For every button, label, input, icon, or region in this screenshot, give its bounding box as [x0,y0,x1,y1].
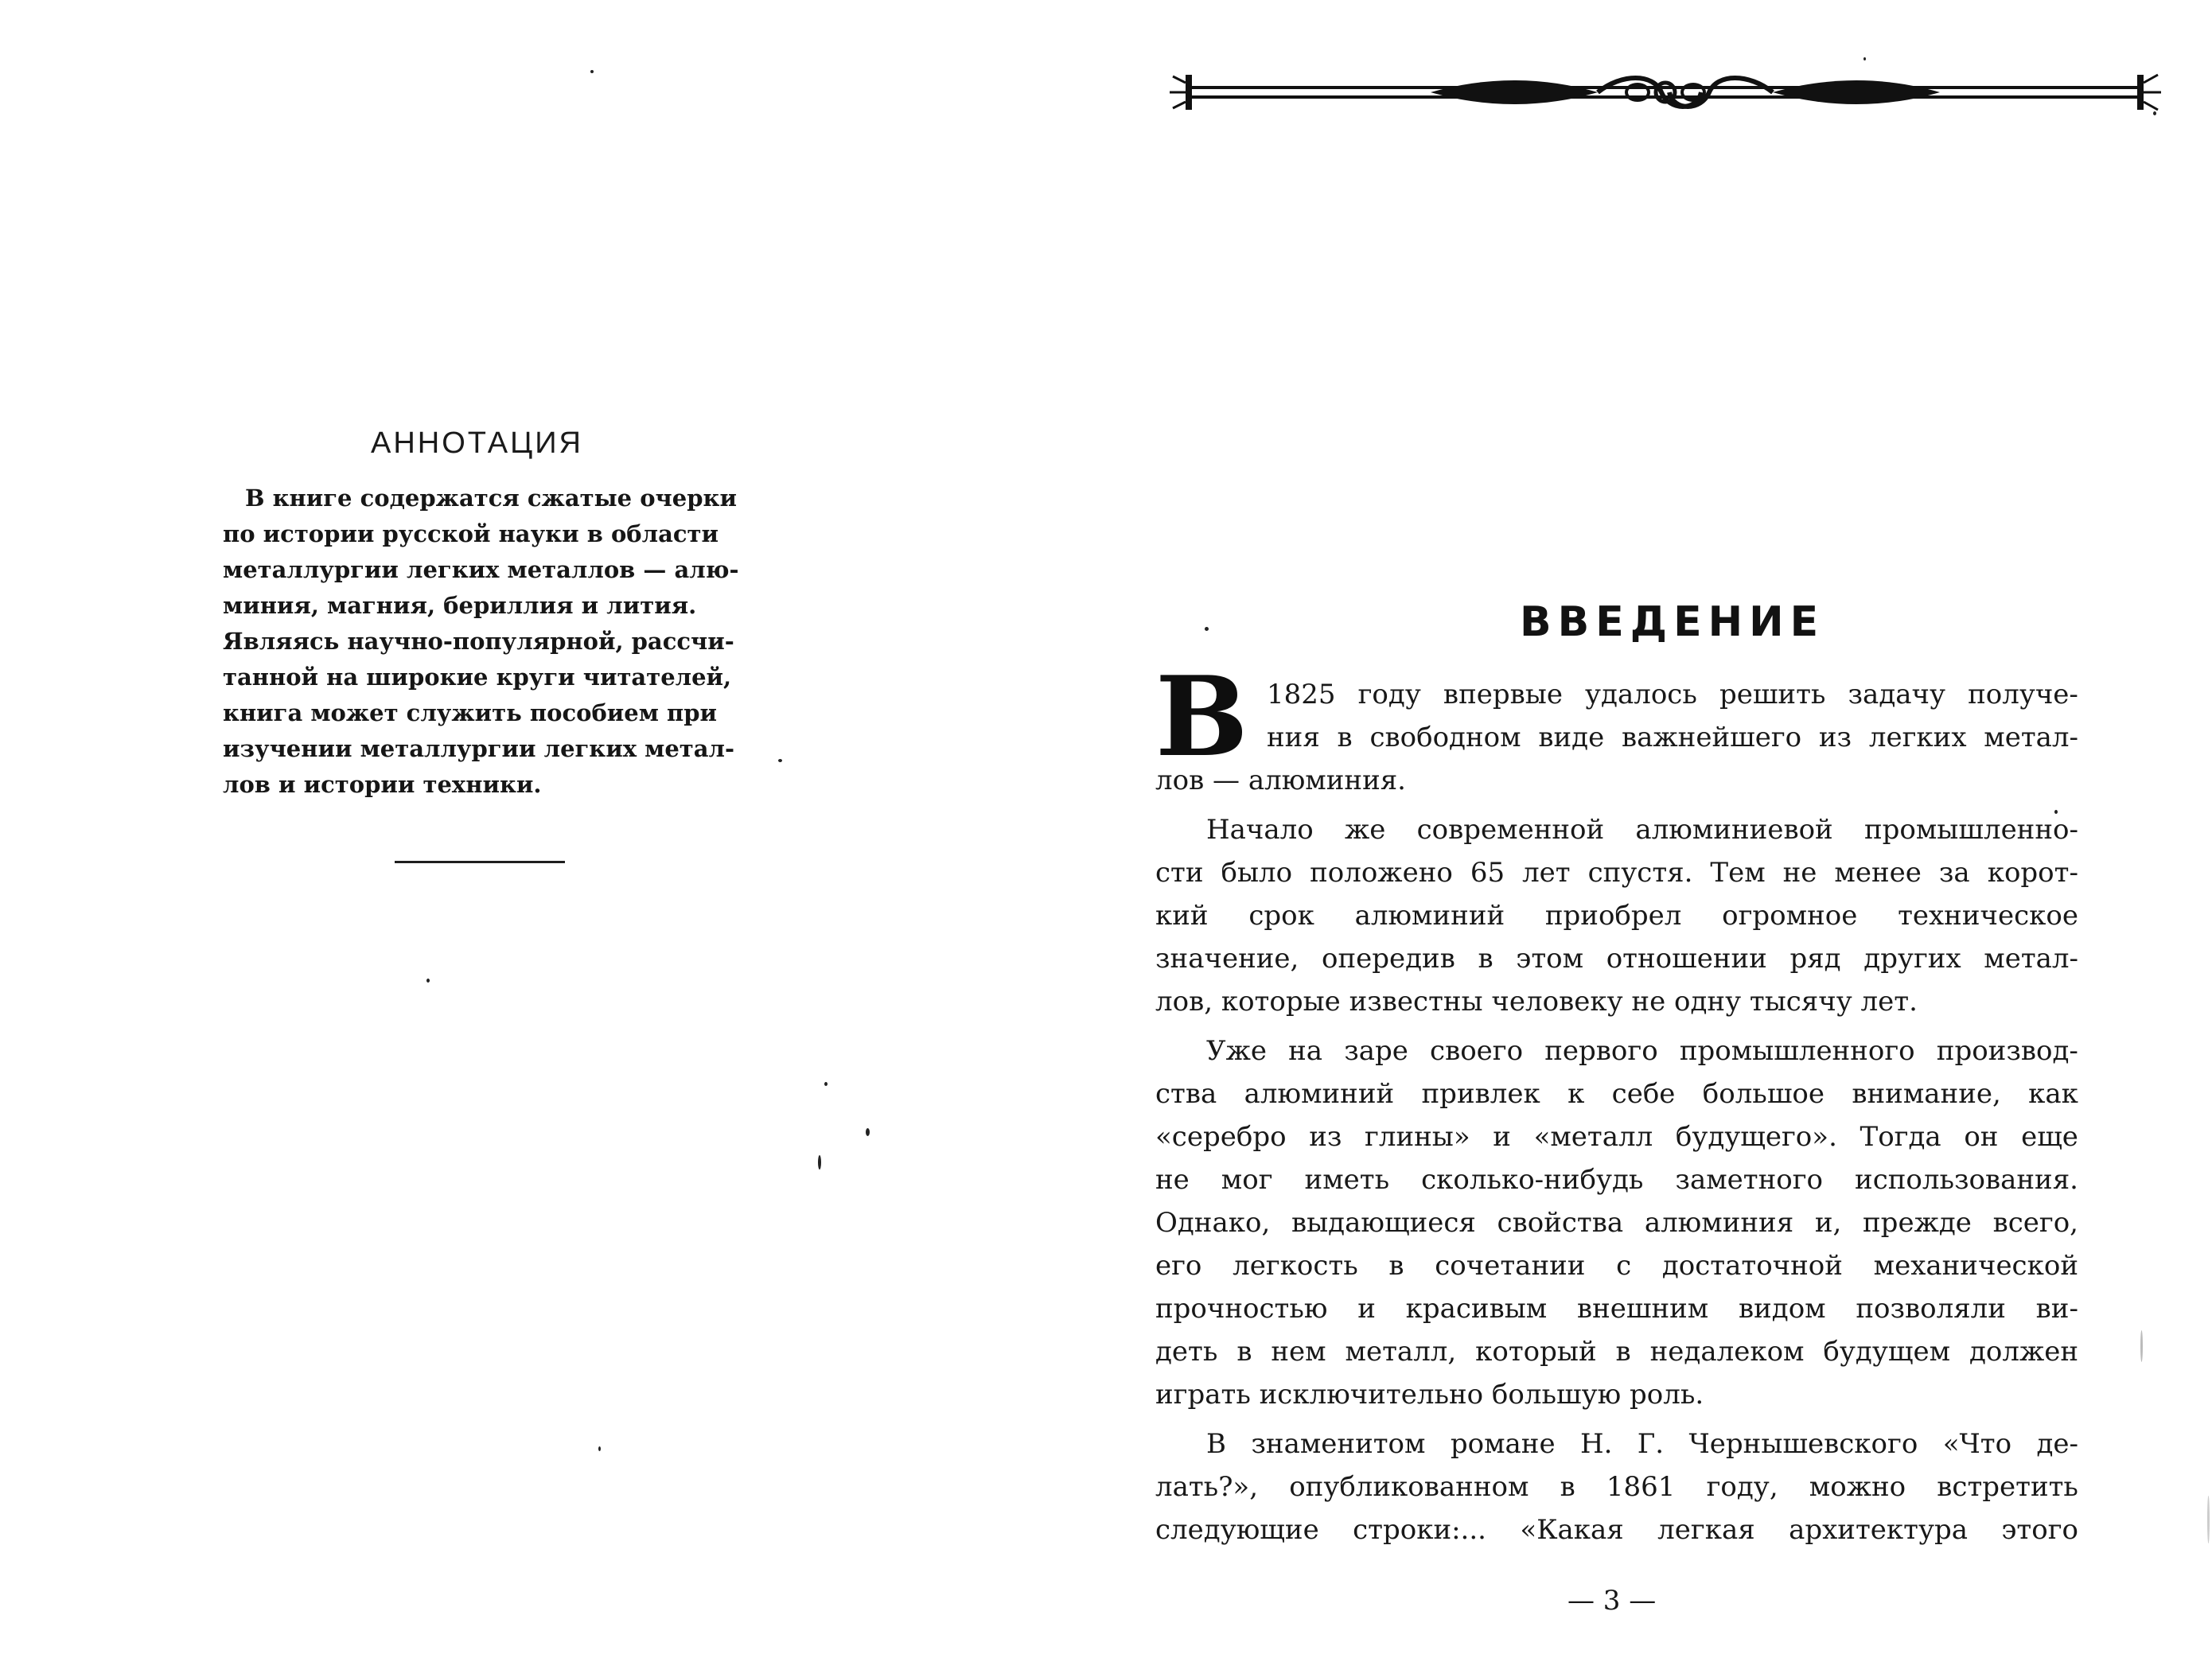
text-line: кий срок алюминий приобрел огромное техническое [1155,900,2078,932]
annotation-line: лов и истории техники. [223,771,542,798]
scan-speck [818,1155,821,1170]
scan-speck [778,759,782,762]
text-line: прочностью и красивым внешним видом позволяли ви- [1155,1293,2078,1325]
annotation-line: танной на широкие круги читателей, [223,664,732,691]
annotation-line: В книге содержатся сжатые очерки [245,485,737,512]
chapter-heading: ВВЕДЕНИЕ [1520,598,1825,646]
scan-speck [824,1082,828,1086]
annotation-line: книга может служить пособием при [223,699,718,726]
scan-speck [2207,1496,2210,1543]
scan-speck [2054,810,2058,814]
text-line: играть исключительно большую роль. [1155,1379,1704,1411]
scan-speck [2153,111,2156,115]
text-line: лов — алюминия. [1155,765,1406,796]
scan-speck [590,70,594,73]
annotation-title: АННОТАЦИЯ [371,426,583,460]
text-line: Уже на заре своего первого промышленного производ- [1206,1035,2078,1067]
scan-speck [1863,57,1866,60]
annotation-line: Являясь научно-популярной, рассчи- [223,628,734,655]
text-line: не мог иметь сколько-нибудь заметного использования. [1155,1164,2078,1196]
scan-speck [426,979,430,983]
scan-speck [598,1446,601,1451]
text-line: следующие строки:... «Какая легкая архитектура этого [1155,1514,2078,1546]
drop-cap: В [1155,652,1248,781]
scan-speck [1205,627,1209,631]
text-line: Начало же современной алюминиевой промышленно- [1206,814,2078,846]
annotation-line: миния, магния, бериллия и лития. [223,592,697,619]
scan-speck [2140,1330,2143,1362]
page-number: — 3 — [1567,1585,1657,1617]
right-page [1106,0,2212,1658]
annotation-text [223,481,739,803]
annotation-line: по истории русской науки в области [223,520,719,547]
text-line: «серебро из глины» и «металл будущего». Тогда он еще [1155,1121,2078,1153]
text-line: ния в свободном виде важнейшего из легких метал- [1267,722,2078,753]
text-line: значение, опередив в этом отношении ряд других метал- [1155,943,2078,975]
body-text [1155,673,2078,1551]
header-ornament [1168,65,2163,119]
text-line: лов, которые известны человеку не одну тысячу лет. [1155,986,1918,1018]
text-line: ства алюминий привлек к себе большое внимание, как [1155,1078,2078,1110]
text-line: 1825 году впервые удалось решить задачу получе- [1267,679,2078,710]
scan-speck [866,1128,870,1136]
annotation-line: металлургии легких металлов — алю- [223,556,739,583]
text-line: деть в нем металл, который в недалеком будущем должен [1155,1336,2078,1368]
text-line: Однако, выдающиеся свойства алюминия и, прежде всего, [1155,1207,2078,1239]
text-line: сти было положено 65 лет спустя. Тем не менее за корот- [1155,857,2078,889]
text-line: В знаменитом романе Н. Г. Чернышевского «Что де- [1206,1428,2078,1460]
annotation-line: изучении металлургии легких метал- [223,735,735,762]
annotation-divider [395,861,565,863]
text-line: лать?», опубликованном в 1861 году, можно встретить [1155,1471,2078,1503]
text-line: его легкость в сочетании с достаточной механической [1155,1250,2078,1282]
